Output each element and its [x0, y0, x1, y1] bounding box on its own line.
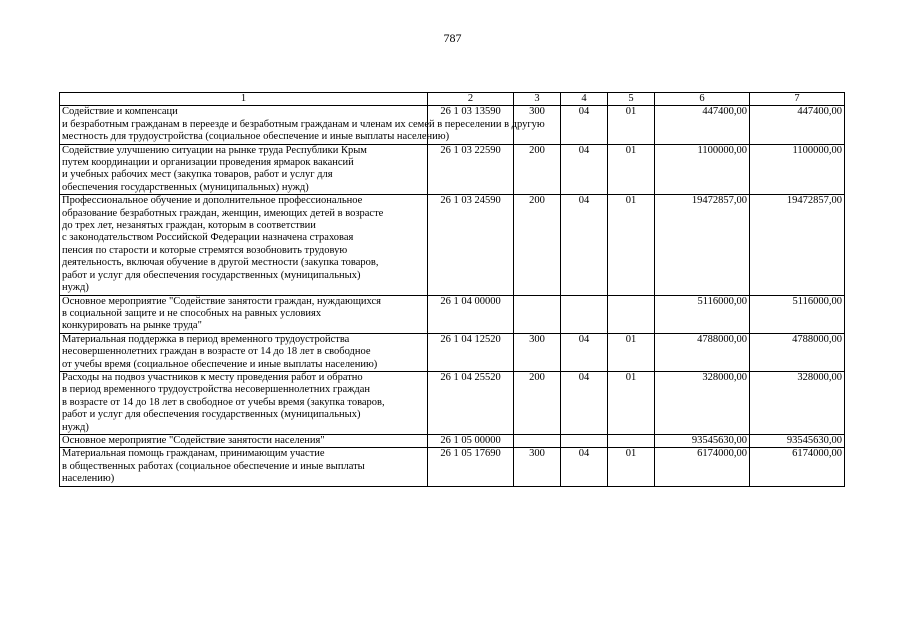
amount-col7-cell: 19472857,00 — [750, 195, 845, 295]
column-header: 6 — [655, 93, 750, 106]
amount-col7-cell: 1100000,00 — [750, 144, 845, 195]
expense-type-cell: 300 — [514, 106, 561, 144]
row-name-cell: Основное мероприятие "Содействие занятости населения" — [60, 434, 428, 447]
target-code-cell: 26 1 03 13590 — [428, 106, 514, 144]
amount-col6-cell: 6174000,00 — [655, 448, 750, 486]
section-cell: 04 — [561, 333, 608, 371]
table-row — [60, 295, 845, 333]
budget-table — [59, 92, 845, 487]
expense-type-cell: 200 — [514, 195, 561, 295]
table-row — [60, 333, 845, 371]
amount-col6-cell: 447400,00 — [655, 106, 750, 144]
row-name-cell: Содействие и компенсаци и безработным гражданам в переезде и безработным гражданам и членам их семей в переселении в другую местность для трудоустройства (социальное обеспечение и иные выплаты населению) — [60, 106, 428, 144]
row-name-cell: Профессиональное обучение и дополнительное профессиональное образование безработных граждан, женщин, имеющих детей в возрасте до трех лет, незанятых граждан, которым в соответствии с законодательством Российской Федерации назначена страховая пенсия по старости и которые стремятся возобновить трудовую деятельность, включая обучение в другой местности (закупка товаров, работ и услуг для обеспечения государственных (муниципальных) нужд) — [60, 195, 428, 295]
amount-col7-cell: 93545630,00 — [750, 434, 845, 447]
row-name-cell: Материальная помощь гражданам, принимающим участие в общественных работах (социальное обеспечение и иные выплаты населению) — [60, 448, 428, 486]
table-row — [60, 448, 845, 486]
subsection-cell — [608, 295, 655, 333]
section-cell: 04 — [561, 371, 608, 434]
subsection-cell: 01 — [608, 106, 655, 144]
amount-col6-cell: 93545630,00 — [655, 434, 750, 447]
row-name-cell: Содействие улучшению ситуации на рынке труда Республики Крым путем координации и организации проведения ярмарок вакансий и учебных рабочих мест (закупка товаров, работ и услуг для обеспечения государственных (муниципальных) нужд) — [60, 144, 428, 195]
amount-col7-cell: 5116000,00 — [750, 295, 845, 333]
amount-col7-cell: 4788000,00 — [750, 333, 845, 371]
amount-col6-cell: 4788000,00 — [655, 333, 750, 371]
target-code-cell: 26 1 05 00000 — [428, 434, 514, 447]
row-name-cell: Материальная поддержка в период временного трудоустройства несовершеннолетних граждан в возрасте от 14 до 18 лет в свободное от учебы время (социальное обеспечение и иные выплаты населению) — [60, 333, 428, 371]
column-header: 1 — [60, 93, 428, 106]
subsection-cell — [608, 434, 655, 447]
subsection-cell: 01 — [608, 448, 655, 486]
table-row — [60, 434, 845, 447]
amount-col6-cell: 1100000,00 — [655, 144, 750, 195]
amount-col7-cell: 447400,00 — [750, 106, 845, 144]
expense-type-cell: 200 — [514, 371, 561, 434]
expense-type-cell — [514, 434, 561, 447]
target-code-cell: 26 1 03 22590 — [428, 144, 514, 195]
page-number: 787 — [443, 31, 462, 45]
expense-type-cell: 300 — [514, 448, 561, 486]
expense-type-cell: 300 — [514, 333, 561, 371]
amount-col6-cell: 19472857,00 — [655, 195, 750, 295]
amount-col7-cell: 328000,00 — [750, 371, 845, 434]
amount-col6-cell: 5116000,00 — [655, 295, 750, 333]
subsection-cell: 01 — [608, 144, 655, 195]
target-code-cell: 26 1 05 17690 — [428, 448, 514, 486]
column-header: 5 — [608, 93, 655, 106]
amount-col7-cell: 6174000,00 — [750, 448, 845, 486]
section-cell — [561, 434, 608, 447]
expense-type-cell — [514, 295, 561, 333]
subsection-cell: 01 — [608, 333, 655, 371]
target-code-cell: 26 1 04 25520 — [428, 371, 514, 434]
table-row — [60, 144, 845, 195]
target-code-cell: 26 1 03 24590 — [428, 195, 514, 295]
expense-type-cell: 200 — [514, 144, 561, 195]
subsection-cell: 01 — [608, 195, 655, 295]
column-header: 3 — [514, 93, 561, 106]
column-header: 2 — [428, 93, 514, 106]
table-row — [60, 106, 845, 144]
subsection-cell: 01 — [608, 371, 655, 434]
column-header: 4 — [561, 93, 608, 106]
section-cell — [561, 295, 608, 333]
row-name-cell: Основное мероприятие "Содействие занятости граждан, нуждающихся в социальной защите и не способных на равных условиях конкурировать на рынке труда" — [60, 295, 428, 333]
target-code-cell: 26 1 04 12520 — [428, 333, 514, 371]
table-body — [60, 106, 845, 486]
section-cell: 04 — [561, 448, 608, 486]
row-name-cell: Расходы на подвоз участников к месту проведения работ и обратно в период временного трудоустройства несовершеннолетних граждан в возрасте от 14 до 18 лет в свободное от учебы время (закупка товаров, работ и услуг для обеспечения государственных (муниципальных) нужд) — [60, 371, 428, 434]
table-row — [60, 371, 845, 434]
column-header: 7 — [750, 93, 845, 106]
section-cell: 04 — [561, 106, 608, 144]
target-code-cell: 26 1 04 00000 — [428, 295, 514, 333]
section-cell: 04 — [561, 144, 608, 195]
table-row — [60, 195, 845, 295]
header-row — [60, 93, 845, 106]
amount-col6-cell: 328000,00 — [655, 371, 750, 434]
section-cell: 04 — [561, 195, 608, 295]
